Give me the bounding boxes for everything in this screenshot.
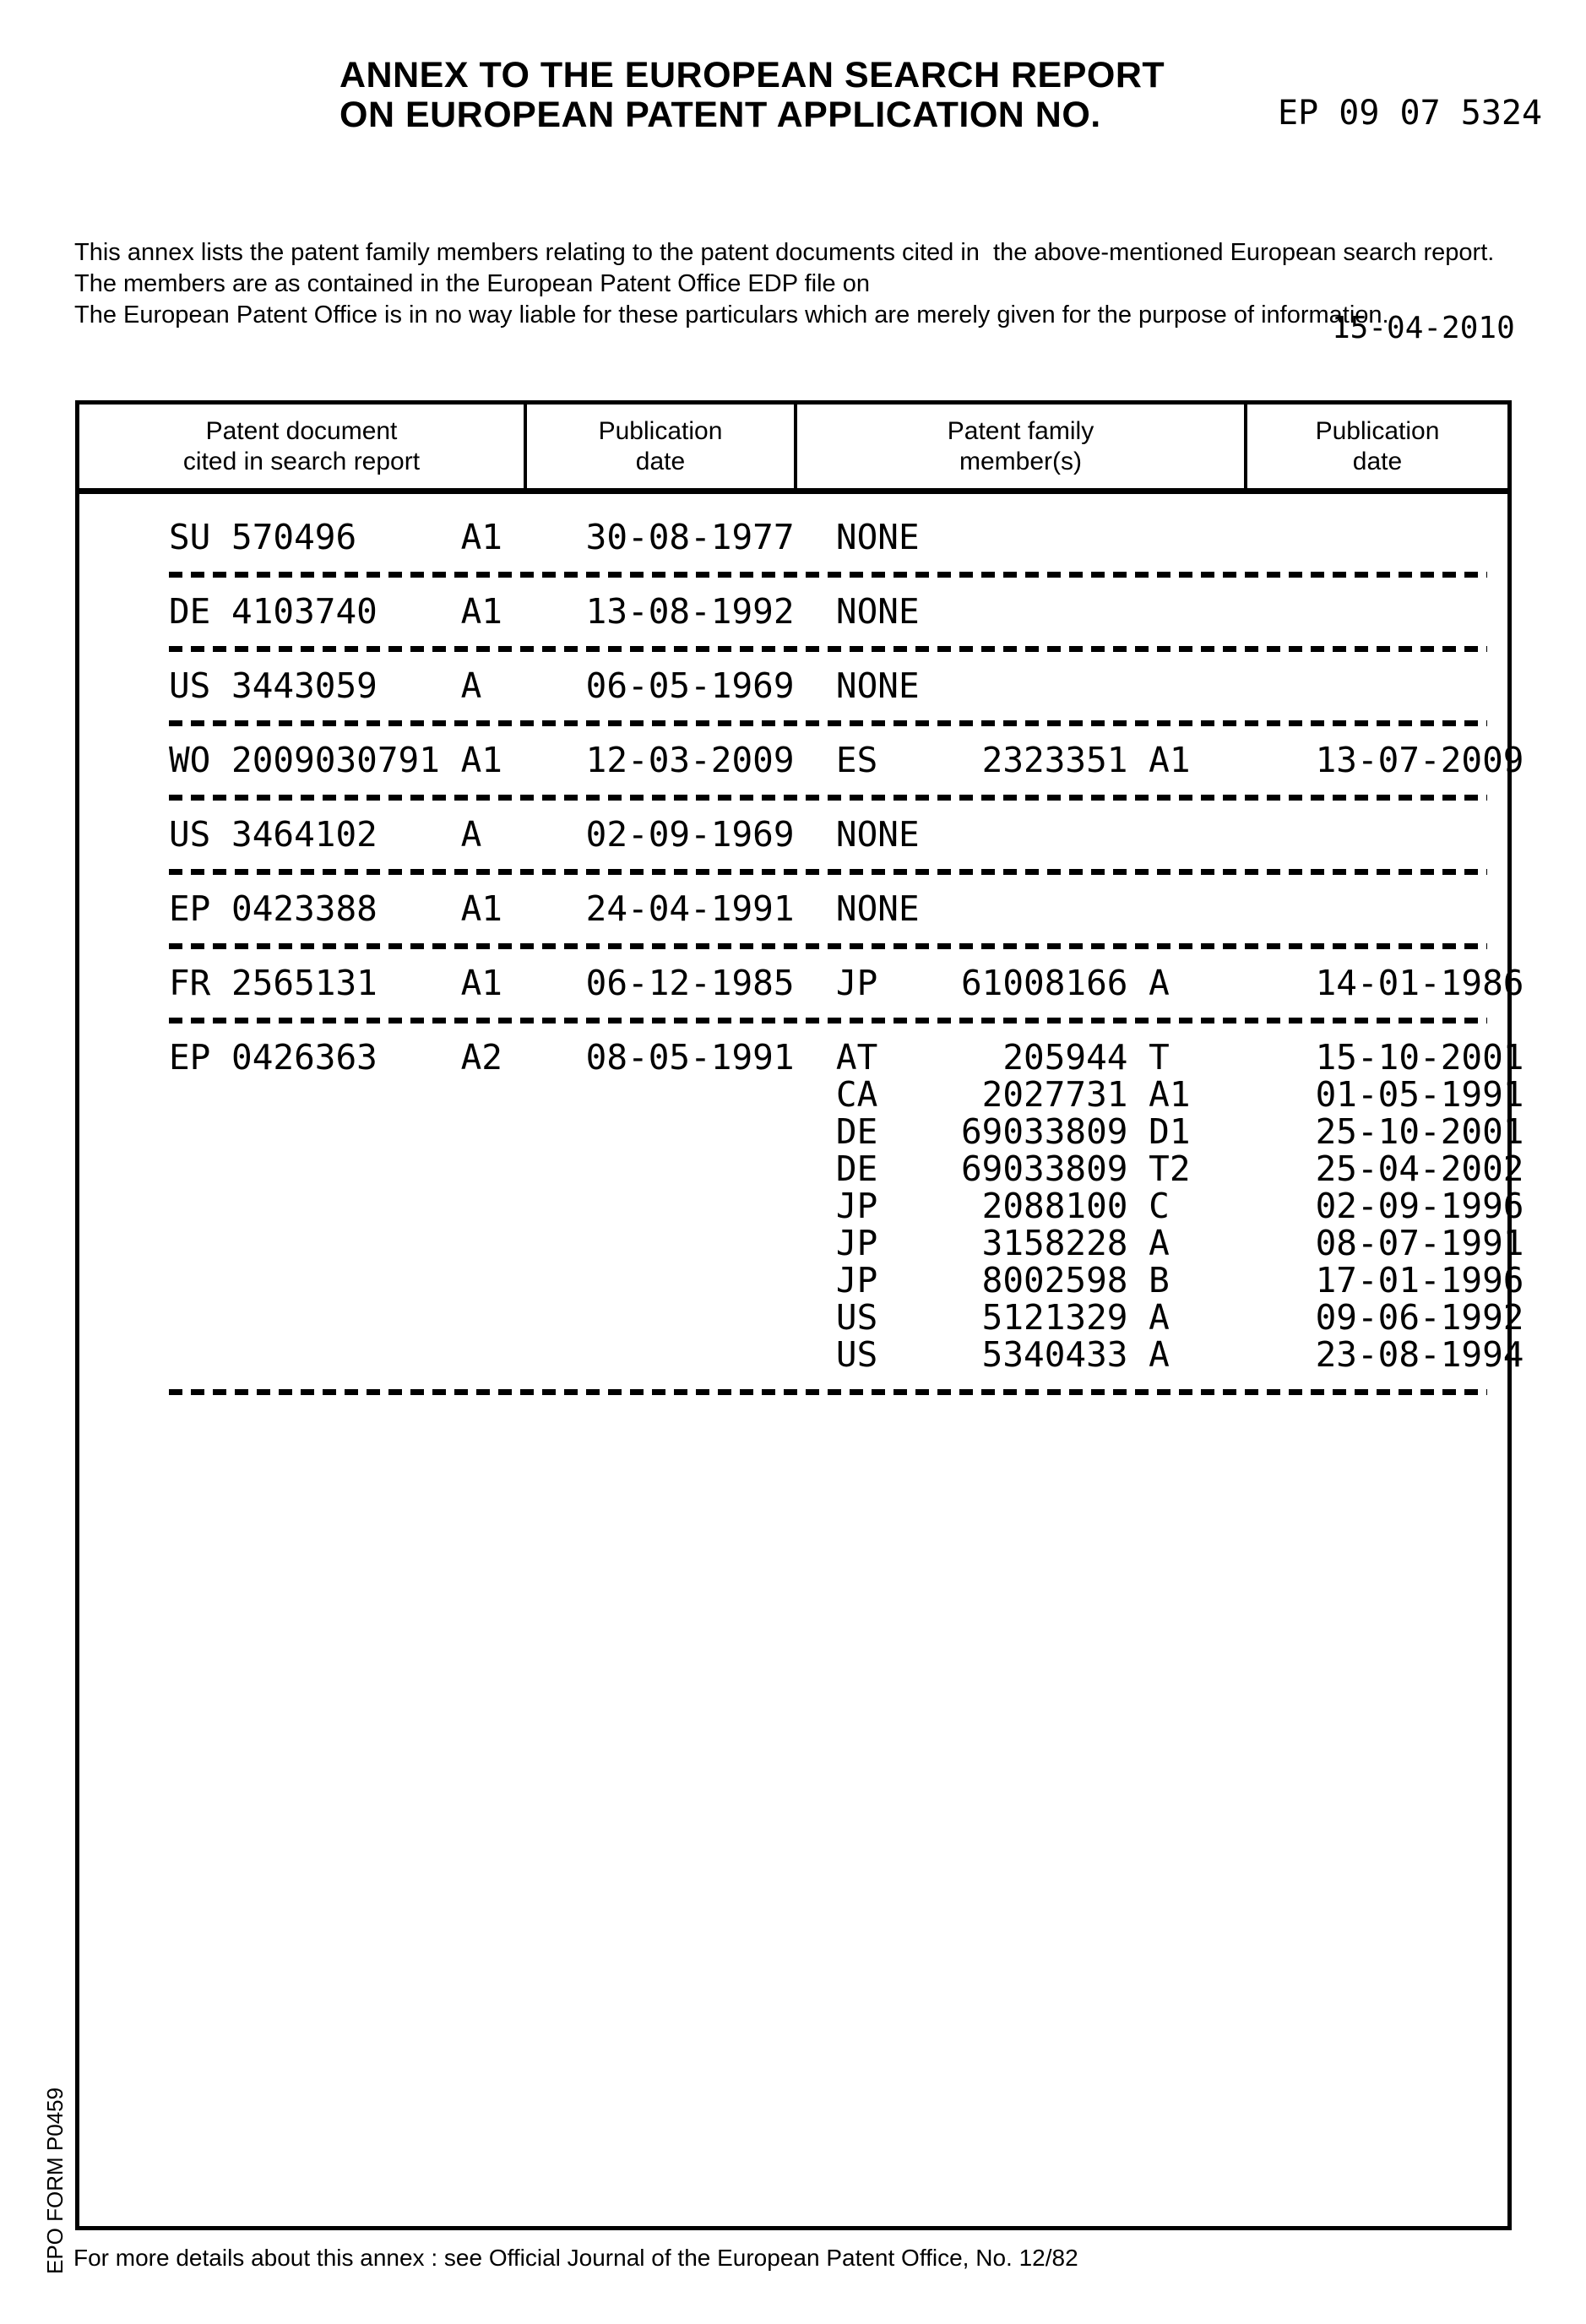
- table-header-row: [79, 405, 1507, 494]
- column-header-line: date: [1352, 447, 1403, 475]
- dashed-line: [169, 795, 1487, 801]
- epo-form-number: EPO FORM P0459: [42, 2087, 68, 2274]
- row-separator: [169, 927, 1524, 964]
- family-member-row: JP 3158228 A 08-07-1991: [169, 1223, 1524, 1263]
- page-title-line2: ON EUROPEAN PATENT APPLICATION NO.: [339, 95, 1101, 135]
- column-header-line: Publication: [1315, 416, 1440, 445]
- dashed-line: [169, 1018, 1487, 1024]
- row-separator: [169, 1373, 1524, 1410]
- row-separator: [169, 630, 1524, 667]
- column-header-publication-date: [527, 405, 797, 488]
- table-body: [169, 519, 1524, 1410]
- table-row: SU 570496 A1 30-08-1977 NONE: [169, 517, 920, 557]
- intro-line: This annex lists the patent family members relating to the patent documents cited in the above-mentioned European search report.: [74, 239, 1495, 266]
- column-header-patent-family: [797, 405, 1247, 488]
- patent-family-table: [75, 400, 1524, 2230]
- table-row: EP 0423388 A1 24-04-1991 NONE: [169, 888, 920, 929]
- intro-line: The members are as contained in the European Patent Office EDP file on: [74, 270, 870, 297]
- dashed-line: [169, 943, 1487, 949]
- column-header-line: cited in search report: [182, 447, 421, 475]
- dashed-line: [169, 869, 1487, 875]
- dashed-line: [169, 572, 1487, 578]
- dashed-line: [169, 1389, 1487, 1395]
- row-separator: [169, 556, 1524, 593]
- family-member-row: US 5121329 A 09-06-1992: [169, 1297, 1524, 1338]
- column-header-line: member(s): [959, 447, 1082, 475]
- column-header-family-publication-date: [1247, 405, 1507, 488]
- dashed-line: [169, 646, 1487, 652]
- family-member-row: US 5340433 A 23-08-1994: [169, 1334, 1524, 1375]
- family-member-row: CA 2027731 A1 01-05-1991: [169, 1074, 1524, 1115]
- family-member-row: JP 8002598 B 17-01-1996: [169, 1260, 1524, 1300]
- row-separator: [169, 853, 1524, 890]
- table-row: FR 2565131 A1 06-12-1985 JP 61008166 A 14-01-1986: [169, 963, 1524, 1003]
- column-header-line: Patent document: [205, 416, 398, 445]
- table-row: DE 4103740 A1 13-08-1992 NONE: [169, 591, 920, 632]
- family-member-row: DE 69033809 D1 25-10-2001: [169, 1111, 1524, 1152]
- column-header-line: date: [635, 447, 686, 475]
- row-separator: [169, 779, 1524, 816]
- report-date: 15-04-2010: [1332, 311, 1515, 345]
- dashed-line: [169, 720, 1487, 726]
- row-separator: [169, 704, 1524, 741]
- page-title-line1: ANNEX TO THE EUROPEAN SEARCH REPORT: [339, 55, 1165, 95]
- footer-note: For more details about this annex : see Official Journal of the European Patent Office, No. 12/82: [73, 2245, 1078, 2271]
- family-member-row: JP 2088100 C 02-09-1996: [169, 1186, 1524, 1226]
- table-row: WO 2009030791 A1 12-03-2009 ES 2323351 A1 13-07-2009: [169, 740, 1524, 780]
- column-header-line: Patent family: [947, 416, 1094, 445]
- column-header-patent-document: [79, 405, 527, 488]
- table-row: US 3464102 A 02-09-1969 NONE: [169, 814, 920, 855]
- table-row: EP 0426363 A2 08-05-1991 AT 205944 T 15-10-2001: [169, 1037, 1524, 1078]
- intro-line: The European Patent Office is in no way liable for these particulars which are merely given for the purpose of information.: [74, 301, 1389, 329]
- table-row: US 3443059 A 06-05-1969 NONE: [169, 665, 920, 706]
- column-header-line: Publication: [598, 416, 723, 445]
- row-separator: [169, 1002, 1524, 1039]
- intro-paragraph: [74, 237, 1494, 331]
- family-member-row: DE 69033809 T2 25-04-2002: [169, 1148, 1524, 1189]
- application-number: EP 09 07 5324: [1278, 94, 1543, 133]
